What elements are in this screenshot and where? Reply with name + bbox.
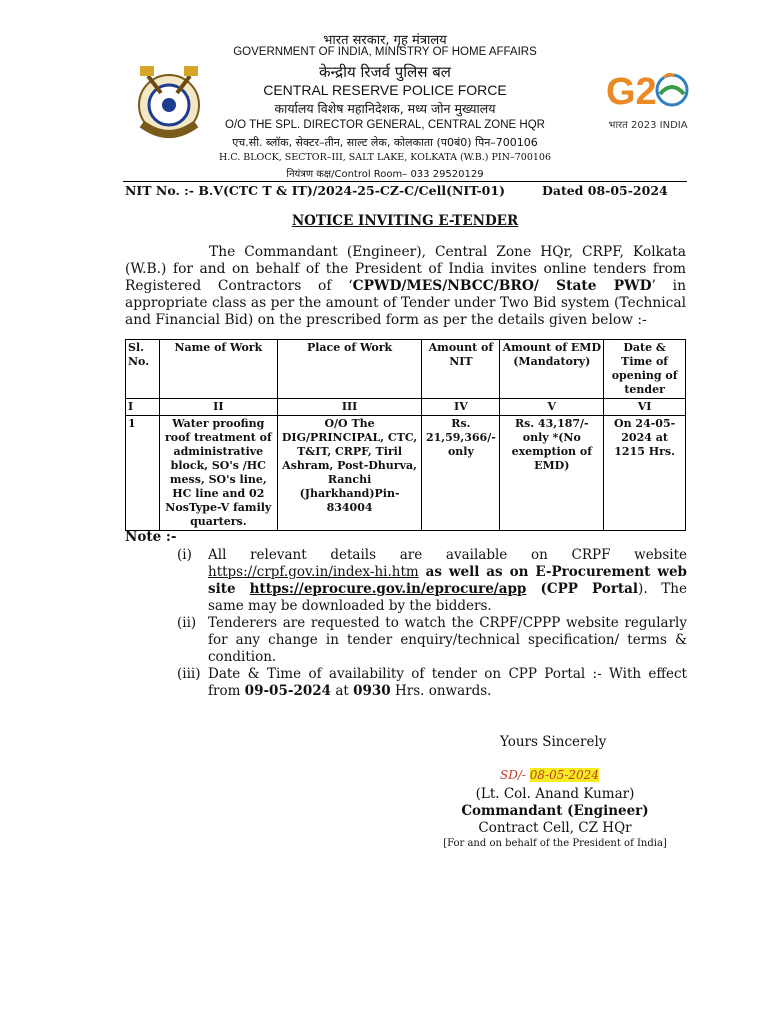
g20-logo-subtext: भारत 2023 INDIA: [608, 120, 688, 131]
signatory-name: (Lt. Col. Anand Kumar): [475, 786, 635, 802]
signatory-designation: Commandant (Engineer): [461, 803, 649, 819]
note-number: (iii): [177, 666, 201, 682]
closing-line: Yours Sincerely: [500, 734, 607, 750]
intro-contractors: CPWD/MES/NBCC/BRO/ State PWD: [352, 278, 652, 294]
intro-text-1: The Commandant (Engineer), Central Zone HQr, CRPF, Kolkata (W.B.) for and on behalf of the President of India invites online tenders from Registered Contractors of ‘: [125, 244, 686, 294]
note-item-1: [177, 547, 687, 615]
numeral-cell: I: [126, 399, 160, 416]
header-hindi-address: एच.सी. ब्लॉक, सेक्टर–तीन, साल्ट लेक, कोलकाता (प0बं0) पिन–700106: [232, 136, 538, 149]
note-text-part: All relevant details are available on CRPF website: [208, 547, 687, 563]
note-text-part: Hrs. onwards.: [390, 683, 492, 699]
numeral-cell: VI: [604, 399, 686, 416]
note-number: (i): [177, 547, 192, 563]
nit-number: NIT No. :- B.V(CTC T & IT)/2024-25-CZ-C/Cell(NIT-01): [125, 183, 505, 198]
availability-time: 0930: [353, 683, 391, 699]
header-hindi-ministry: भारत सरकार, गृह मंत्रालय: [323, 33, 447, 48]
cell-emd: Rs. 43,187/- only *(No exemption of EMD): [500, 416, 604, 531]
col-header-work: Name of Work: [159, 340, 277, 399]
header-office: O/O THE SPL. DIRECTOR GENERAL, CENTRAL ZONE HQR: [225, 119, 545, 131]
table-row: [126, 416, 686, 531]
signatory-unit: Contract Cell, CZ HQr: [478, 820, 632, 836]
note-text-part: (CPP Portal: [526, 581, 639, 597]
notice-title: NOTICE INVITING E-TENDER: [291, 213, 519, 229]
header-address: H.C. BLOCK, SECTOR–III, SALT LAKE, KOLKATA (W.B.) PIN–700106: [218, 152, 551, 163]
cell-opening: On 24-05-2024 at 1215 Hrs.: [604, 416, 686, 531]
col-header-sl: Sl. No.: [126, 340, 160, 399]
availability-date: 09-05-2024: [244, 683, 332, 699]
note-label: Note :-: [125, 529, 177, 545]
note-text: Tenderers are requested to watch the CRPF/CPPP website regularly for any change in tender enquiry/technical specification/ terms & condition.: [208, 615, 687, 665]
col-header-emd: Amount of EMD (Mandatory): [500, 340, 604, 399]
note-list: [177, 547, 687, 700]
header-hindi-office: कार्यालय विशेष महानिदेशक, मध्य जोन मुख्यालय: [274, 101, 496, 116]
cell-sl: 1: [126, 416, 160, 531]
note-number: (ii): [177, 615, 197, 631]
eprocure-link[interactable]: https://eprocure.gov.in/eprocure/app: [249, 581, 527, 597]
tender-table: [125, 339, 686, 531]
sd-label: SD/-: [500, 768, 530, 782]
note-text-part: at: [331, 683, 354, 699]
table-numeral-row: [126, 399, 686, 416]
header-divider: [123, 181, 687, 182]
numeral-cell: V: [500, 399, 604, 416]
intro-paragraph: [125, 244, 686, 329]
nit-date: Dated 08-05-2024: [542, 183, 668, 198]
intro-text-2: ’ in appropriate class as per the amount of Tender under Two Bid system (Technical and Financial Bid) on the prescribed form as per the details given below :-: [125, 278, 686, 328]
header-ministry: GOVERNMENT OF INDIA, MINISTRY OF HOME AFFAIRS: [233, 46, 537, 58]
note-text-part: as well as on E-Procurement web site: [208, 564, 687, 597]
numeral-cell: II: [159, 399, 277, 416]
crpf-website-link[interactable]: https://crpf.gov.in/index-hi.htm: [208, 564, 419, 580]
header-force: CENTRAL RESERVE POLICE FORCE: [263, 82, 507, 98]
note-text: [208, 547, 687, 615]
note-text-part: Date & Time of availability of tender on CPP Portal :- With effect from: [208, 666, 687, 699]
note-text-part: ). The same may be downloaded by the bidders.: [208, 581, 687, 614]
col-header-opening: Date & Time of opening of tender: [604, 340, 686, 399]
note-text: [208, 666, 687, 700]
svg-text:G2: G2: [606, 71, 657, 113]
col-header-nit-amount: Amount of NIT: [422, 340, 500, 399]
header-control-room: नियंत्रण कक्ष/Control Room– 033 29520129: [286, 169, 484, 180]
sd-date: 08-05-2024: [529, 768, 599, 782]
numeral-cell: IV: [422, 399, 500, 416]
signatory-on-behalf: [For and on behalf of the President of India]: [443, 838, 667, 849]
cell-work: Water proofing roof treatment of administrative block, SO's /HC mess, SO's line, HC line and 02 NosType-V family quarters.: [159, 416, 277, 531]
note-item-2: [177, 615, 687, 666]
cell-place: O/O The DIG/PRINCIPAL, CTC, T&IT, CRPF, Tiril Ashram, Post-Dhurva, Ranchi (Jharkhand)Pin-834004: [277, 416, 422, 531]
header-hindi-force: केन्द्रीय रिजर्व पुलिस बल: [319, 63, 451, 81]
signature-sd: [500, 768, 599, 782]
numeral-cell: III: [277, 399, 422, 416]
col-header-place: Place of Work: [277, 340, 422, 399]
note-item-3: [177, 666, 687, 700]
cell-nit-amount: Rs. 21,59,366/- only: [422, 416, 500, 531]
table-header-row: [126, 340, 686, 399]
